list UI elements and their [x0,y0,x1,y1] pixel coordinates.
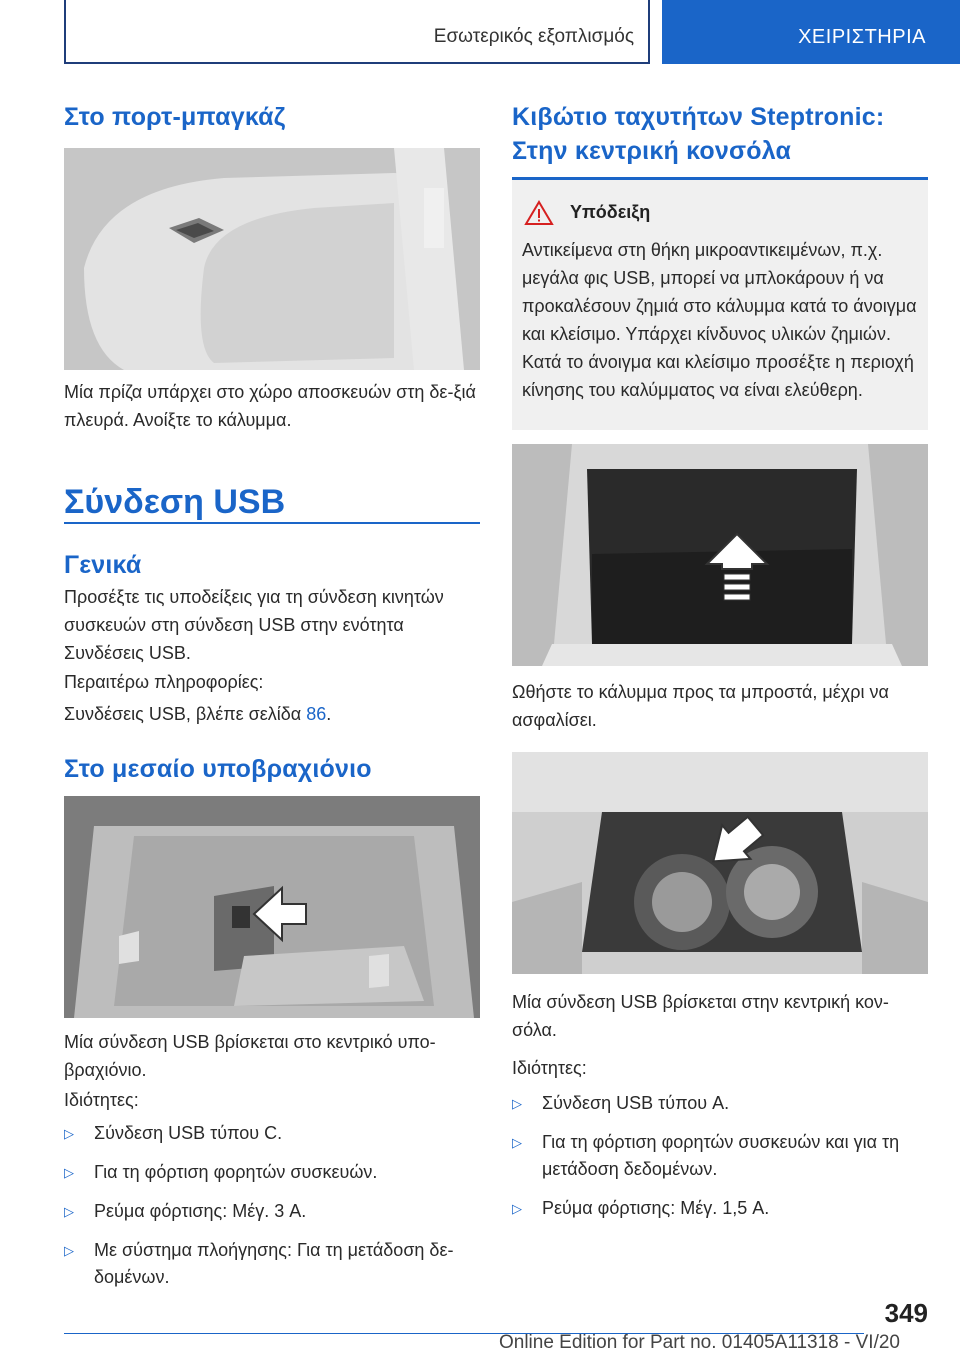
list-item [512,1090,928,1117]
armrest-props-list [64,1120,480,1303]
console-caption: Μία σύνδεση USB βρίσκεται στην κεντρική κον-σόλα. [512,992,889,1040]
armrest-usb-illustration [64,796,480,1018]
list-item [64,1198,480,1225]
console-cover-photo [512,444,928,666]
list-item-text: Σύνδεση USB τύπου C. [94,1123,283,1143]
usb-heading-rule [64,522,480,524]
luggage-caption: Μία πρίζα υπάρχει στο χώρο αποσκευών στη δε-ξιά πλευρά. Ανοίξτε το κάλυμμα. [64,382,476,430]
triangle-right-icon: ▷ [64,1243,74,1258]
luggage-socket-illustration [64,148,480,370]
general-heading: Γενικά [64,551,142,579]
push-caption: Ωθήστε το κάλυμμα προς τα μπροστά, μέχρι να ασφαλίσει. [512,682,889,730]
list-item-text: Για τη φόρτιση φορητών συσκευών και για τη μετάδοση δεδομένων. [542,1132,900,1179]
more-info-label: Περαιτέρω πληροφορίες: [64,672,264,692]
list-item [64,1159,480,1186]
triangle-right-icon: ▷ [512,1201,522,1216]
console-props-label: Ιδιότητες: [512,1058,587,1078]
usb-heading: Σύνδεση USB [64,483,286,521]
armrest-props-label: Ιδιότητες: [64,1090,139,1110]
triangle-right-icon: ▷ [512,1096,522,1111]
general-text: Προσέξτε τις υποδείξεις για τη σύνδεση κινητών συσκευών στη σύνδεση USB στην ενότητα Συνδέσεις USB. [64,587,444,663]
usb-reference [64,700,480,728]
list-item-text: Για τη φόρτιση φορητών συσκευών. [94,1162,378,1182]
luggage-heading: Στο πορτ-μπαγκάζ [64,103,286,131]
list-item [64,1120,480,1147]
header-section-title: Εσωτερικός εξοπλισμός [433,26,634,47]
usb-reference-text: Συνδέσεις USB, βλέπε σελίδα [64,704,307,724]
triangle-right-icon: ▷ [64,1165,74,1180]
armrest-heading: Στο μεσαίο υποβραχιόνιο [64,755,372,783]
list-item [64,1237,480,1291]
list-item-text: Με σύστημα πλοήγησης: Για τη μετάδοση δε-δομένων. [94,1240,454,1287]
steptronic-heading: Κιβώτιο ταχυτήτων Steptronic: Στην κεντρική κονσόλα [512,103,885,165]
armrest-caption: Μία σύνδεση USB βρίσκεται στο κεντρικό υπο-βραχιόνιο. [64,1032,436,1080]
triangle-right-icon: ▷ [512,1135,522,1150]
console-usb-photo [512,752,928,974]
luggage-socket-photo [64,148,480,370]
triangle-right-icon: ▷ [64,1204,74,1219]
armrest-usb-photo [64,796,480,1018]
header-section-box [64,0,650,64]
list-item-text: Σύνδεση USB τύπου A. [542,1093,730,1113]
list-item [512,1195,928,1222]
notice-box [512,180,928,430]
triangle-right-icon: ▷ [64,1126,74,1141]
usb-reference-end: . [326,704,332,724]
console-usb-illustration [512,752,928,974]
console-props-list [512,1090,928,1234]
list-item-text: Ρεύμα φόρτισης: Μέγ. 3 A. [94,1201,307,1221]
header-chapter-tab: ΧΕΙΡΙΣΤΗΡΙΑ [662,0,960,64]
page-number: 349 [884,1298,928,1328]
list-item [512,1129,928,1183]
console-cover-illustration [512,444,928,666]
footer-edition: Online Edition for Part no. 01405A11318 - VI/20 [498,1332,900,1353]
warning-triangle-icon [524,200,554,226]
usb-reference-page-link[interactable]: 86 [306,704,327,724]
notice-title: Υπόδειξη [570,202,651,222]
list-item-text: Ρεύμα φόρτισης: Μέγ. 1,5 A. [542,1198,770,1218]
notice-text: Αντικείμενα στη θήκη μικροαντικειμένων, π.χ. μεγάλα φις USB, μπορεί να μπλοκάρουν ή να προκαλέσουν ζημιά στο κάλυμμα κατά το άνοιγμα και κλείσιμο. Υπάρχει κίνδυνος υλικών ζημιών. Κατά το άνοιγμα και κλείσιμο προσέξτε η περιοχή κίνησης του καλύμματος να είναι ελεύθερη. [522,240,917,400]
